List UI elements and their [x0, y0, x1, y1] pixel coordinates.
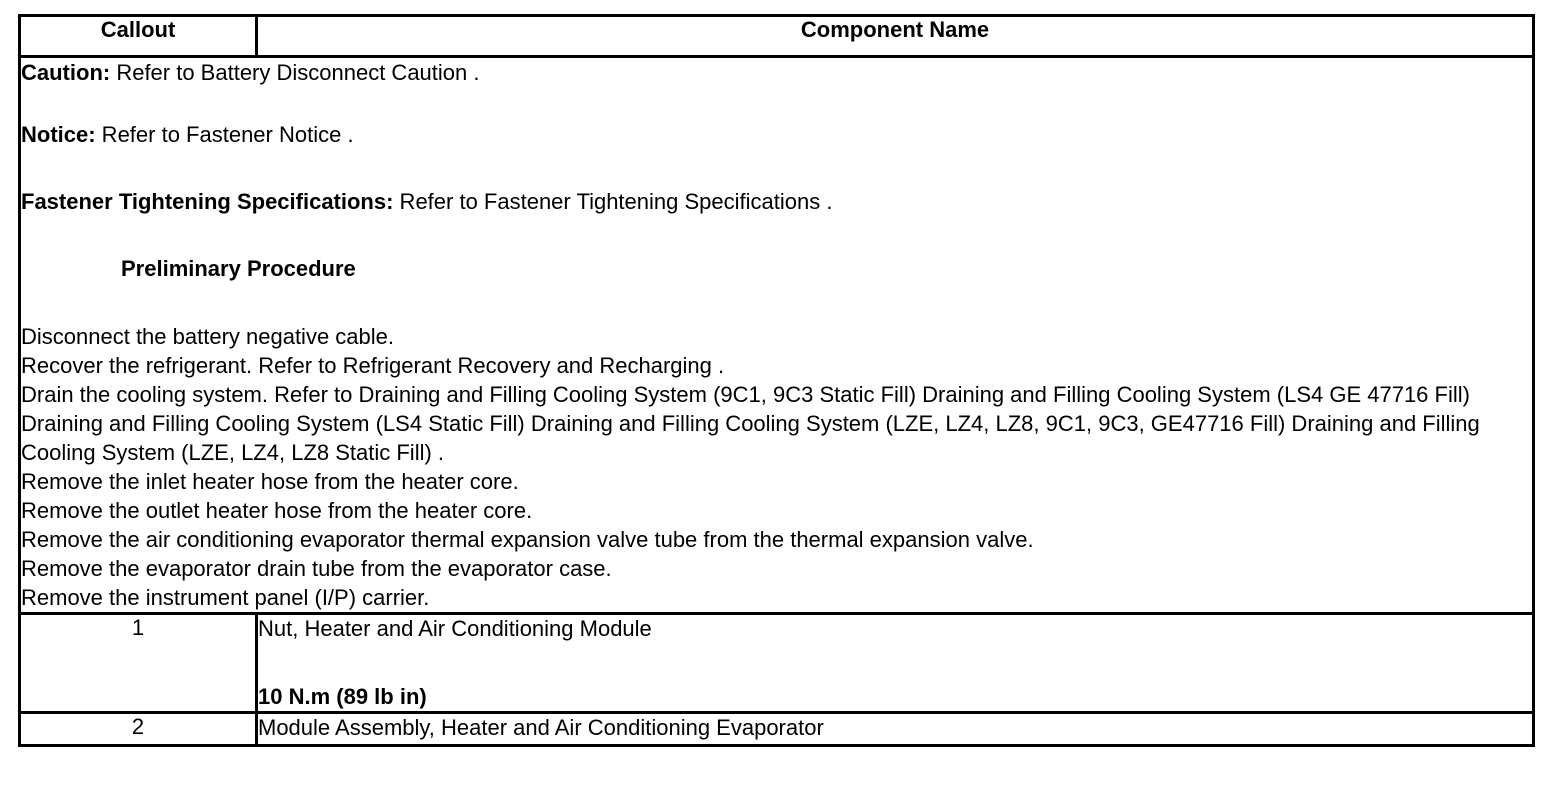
- notice-label: Notice:: [21, 122, 96, 147]
- procedure-step: Recover the refrigerant. Refer to Refrigerant Recovery and Recharging .: [21, 353, 725, 378]
- table-row: [20, 713, 1534, 746]
- callout-header: Callout: [20, 16, 257, 57]
- preliminary-procedure-title: Preliminary Procedure: [121, 256, 356, 281]
- procedure-steps: [21, 322, 1532, 612]
- procedure-step: Drain the cooling system. Refer to Draining and Filling Cooling System (9C1, 9C3 Static Fill) Draining and Filling Cooling System (LS4 GE 47716 Fill) Draining and Filling Cooling System (LS4 Static Fill) Draining and Filling Cooling System (LZE, LZ4, LZ8, 9C1, 9C3, GE47716 Fill) Draining and Filling Cooling System (LZE, LZ4, LZ8 Static Fill) .: [21, 382, 1480, 465]
- procedure-step: Remove the instrument panel (I/P) carrier.: [21, 585, 430, 610]
- header-row: [20, 16, 1534, 57]
- procedure-step: Remove the outlet heater hose from the heater core.: [21, 498, 533, 523]
- caution-label: Caution:: [21, 60, 111, 85]
- procedure-step: Remove the inlet heater hose from the heater core.: [21, 469, 519, 494]
- fastener-text: Refer to Fastener Tightening Specifications .: [393, 189, 833, 214]
- callout-number: 1: [20, 614, 257, 713]
- callout-number: 2: [20, 713, 257, 746]
- caution-text: Refer to Battery Disconnect Caution .: [110, 60, 480, 85]
- fastener-line: [21, 187, 1532, 216]
- procedure-step: Remove the evaporator drain tube from the evaporator case.: [21, 556, 612, 581]
- component-name: Nut, Heater and Air Conditioning Module: [258, 616, 652, 641]
- notice-text: Refer to Fastener Notice .: [95, 122, 354, 147]
- torque-spec: 10 N.m (89 lb in): [258, 684, 427, 709]
- component-cell: [257, 614, 1534, 713]
- notice-line: [21, 120, 1532, 149]
- component-name: Module Assembly, Heater and Air Conditioning Evaporator: [257, 713, 1534, 746]
- procedure-row: [20, 57, 1534, 614]
- components-table: [18, 14, 1535, 747]
- procedure-step: Disconnect the battery negative cable.: [21, 324, 395, 349]
- caution-line: [21, 58, 1532, 87]
- procedure-step: Remove the air conditioning evaporator thermal expansion valve tube from the thermal expansion valve.: [21, 527, 1034, 552]
- table-row: [20, 614, 1534, 713]
- procedure-cell: [20, 57, 1534, 614]
- fastener-label: Fastener Tightening Specifications:: [21, 189, 394, 214]
- component-name-header: Component Name: [257, 16, 1534, 57]
